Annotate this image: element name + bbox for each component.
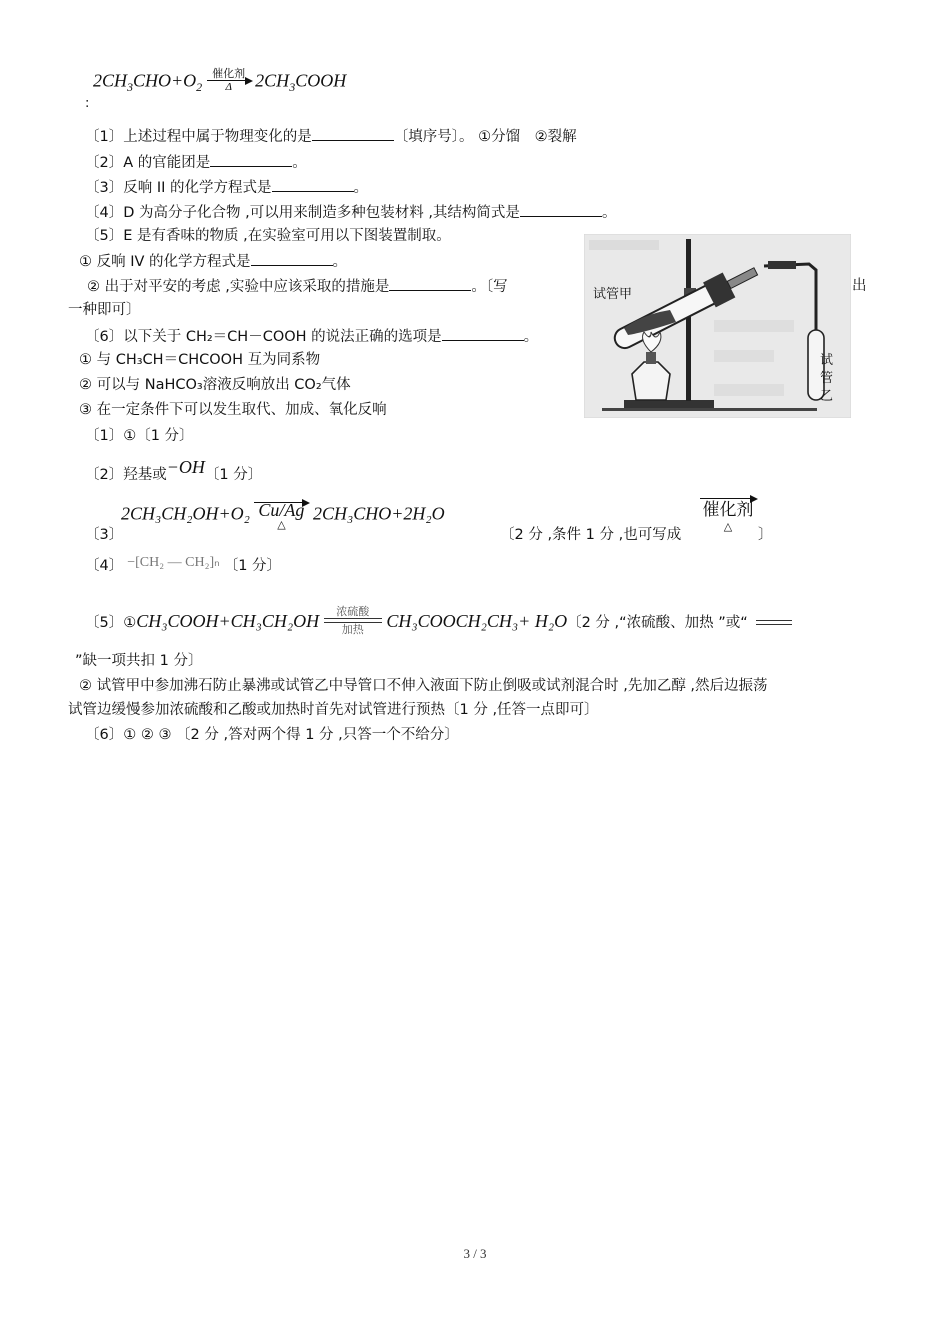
tube-b-label-3: 乙 <box>820 389 834 404</box>
question-4 <box>85 201 616 223</box>
question-text: 〔6〕以下关于 CH₂＝CH－COOH 的说法正确的选项是 <box>85 329 442 345</box>
answer-blank <box>520 201 602 217</box>
page-number: 3 / 3 <box>463 1246 487 1261</box>
option-2: ② 可以与 NaHCO₃溶液反响放出 CO₂气体 <box>79 377 351 393</box>
equilibrium-icon <box>756 620 792 626</box>
apparatus-figure <box>584 234 851 418</box>
eq-colon: : <box>85 96 90 111</box>
answer-blank <box>210 151 292 167</box>
question-text: 〔3〕反响 II 的化学方程式是 <box>85 180 272 196</box>
eq-term: 2CH₃CH₂OH+O₂ <box>121 503 250 524</box>
answer-blank <box>272 176 354 192</box>
answer-3-close: 〕 <box>758 527 773 543</box>
arrow-condition: 催化剂 <box>702 500 754 520</box>
eq-term: CH₃COOCH₂CH₃+ H₂O <box>386 611 568 631</box>
tube-b-label-1: 试 <box>820 353 834 368</box>
arrow-condition: 催化剂 <box>212 67 246 80</box>
answer-score: 〔1 分〕 <box>223 558 282 574</box>
answer-blank <box>389 275 471 291</box>
reversible-arrow <box>324 606 382 636</box>
answer-5 <box>85 605 792 638</box>
question-text: 。〔写 <box>471 279 508 295</box>
question-text: ② 出于对平安的考虑 ,实验中应该采取的措施是 <box>87 279 390 295</box>
answer-6: 〔6〕① ② ③ 〔2 分 ,答对两个得 1 分 ,只答一个不给分〕 <box>85 727 459 743</box>
question-5-2-line2: 一种即可〕 <box>68 302 141 318</box>
eq-sub: 2 <box>196 80 203 95</box>
arrow-icon <box>700 498 756 499</box>
answer-label: 〔4〕 <box>85 558 124 574</box>
top-equation <box>93 67 347 97</box>
arrow-icon <box>207 80 251 81</box>
question-5-1 <box>79 250 347 272</box>
alt-arrow <box>700 498 756 533</box>
tube-b-label-2: 管 <box>820 371 834 386</box>
option-3: ③ 在一定条件下可以发生取代、加成、氧化反响 <box>79 402 387 418</box>
question-text: 〔1〕上述过程中属于物理变化的是 <box>85 129 312 145</box>
question-5-2-cont: 出 <box>852 278 867 294</box>
answer-5-2: ② 试管甲中参加沸石防止暴沸或试管乙中导管口不伸入液面下防止倒吸或试剂混合时 ,先加乙醇 ,然后边振荡 <box>79 678 768 694</box>
reversible-arrow-icon <box>756 620 792 626</box>
question-1 <box>85 125 577 147</box>
arrow-icon <box>254 502 308 503</box>
arrow-condition: Cu/Ag <box>258 500 305 520</box>
option-1: ① 与 CH₃CH＝CHCOOH 互为同系物 <box>79 352 321 368</box>
answer-note: 〔2 分 ,“浓硫酸、加热 ”或“ <box>567 615 748 631</box>
eq-term: 2CH <box>93 70 128 91</box>
question-text: 。 <box>332 254 348 270</box>
arrow-condition: Δ <box>225 81 232 93</box>
answer-label: 〔5〕① <box>85 615 137 631</box>
question-text: ① 反响 IV 的化学方程式是 <box>79 254 251 270</box>
eq-term: CHO+O <box>133 70 197 91</box>
apparatus-diagram <box>584 234 851 418</box>
answer-blank <box>312 125 394 141</box>
answer-score: 〔1 分〕 <box>204 467 263 483</box>
question-text: 〔2〕A 的官能团是 <box>85 155 211 171</box>
answer-blank <box>251 250 333 266</box>
answer-4 <box>85 556 281 577</box>
eq-term: 2CH₃CHO+2H₂O <box>312 503 445 524</box>
arrow-condition: △ <box>723 520 733 533</box>
reversible-arrow-icon <box>324 618 382 624</box>
question-6 <box>85 325 538 347</box>
eq-sub: 3 <box>127 80 134 95</box>
eq-term: 2CH <box>255 70 290 91</box>
answer-3-equation <box>121 500 445 531</box>
catalyst-arrow <box>207 68 251 93</box>
eq-term: CH₃COOH+CH₃CH₂OH <box>136 611 320 631</box>
question-text: 。 <box>523 329 539 345</box>
eq-term: COOH <box>295 70 347 91</box>
question-5: 〔5〕E 是有香味的物质 ,在实验室可用以下图装置制取。 <box>85 228 451 244</box>
question-text: 。 <box>601 205 617 221</box>
catalyst-arrow <box>254 500 308 531</box>
answer-text: 〔2〕羟基或 <box>85 467 167 483</box>
answer-5-note-cont: ”缺一项共扣 1 分〕 <box>75 653 203 669</box>
tube-a-label: 试管甲 <box>593 287 633 302</box>
question-3 <box>85 176 368 198</box>
answer-3-note: 〔2 分 ,条件 1 分 ,也可写成 <box>500 527 682 543</box>
answer-1: 〔1〕①〔1 分〕 <box>85 428 194 444</box>
question-text: 。 <box>292 155 307 171</box>
arrow-condition: △ <box>277 519 286 531</box>
question-5-2 <box>87 275 508 297</box>
answer-3-label: 〔3〕 <box>85 527 124 543</box>
answer-5-2-cont: 试管边缓慢参加浓硫酸和乙酸或加热时首先对试管进行预热〔1 分 ,任答一点即可〕 <box>68 702 599 718</box>
question-text: 〔4〕D 为高分子化合物 ,可以用来制造多种包装材料 ,其结构简式是 <box>85 205 520 221</box>
eq-sub: 3 <box>289 80 296 95</box>
hydroxyl-formula: −OH <box>166 457 205 477</box>
arrow-condition: 加热 <box>341 623 364 636</box>
answer-blank <box>442 325 524 341</box>
question-text: 〔填序号〕。 ①分馏 ②裂解 <box>393 129 577 145</box>
answer-2 <box>85 457 263 485</box>
question-2 <box>85 151 307 173</box>
arrow-condition: 浓硫酸 <box>336 605 370 618</box>
polyethylene-formula: −[CH₂ — CH₂]ₙ <box>127 555 220 570</box>
question-text: 。 <box>353 180 368 196</box>
